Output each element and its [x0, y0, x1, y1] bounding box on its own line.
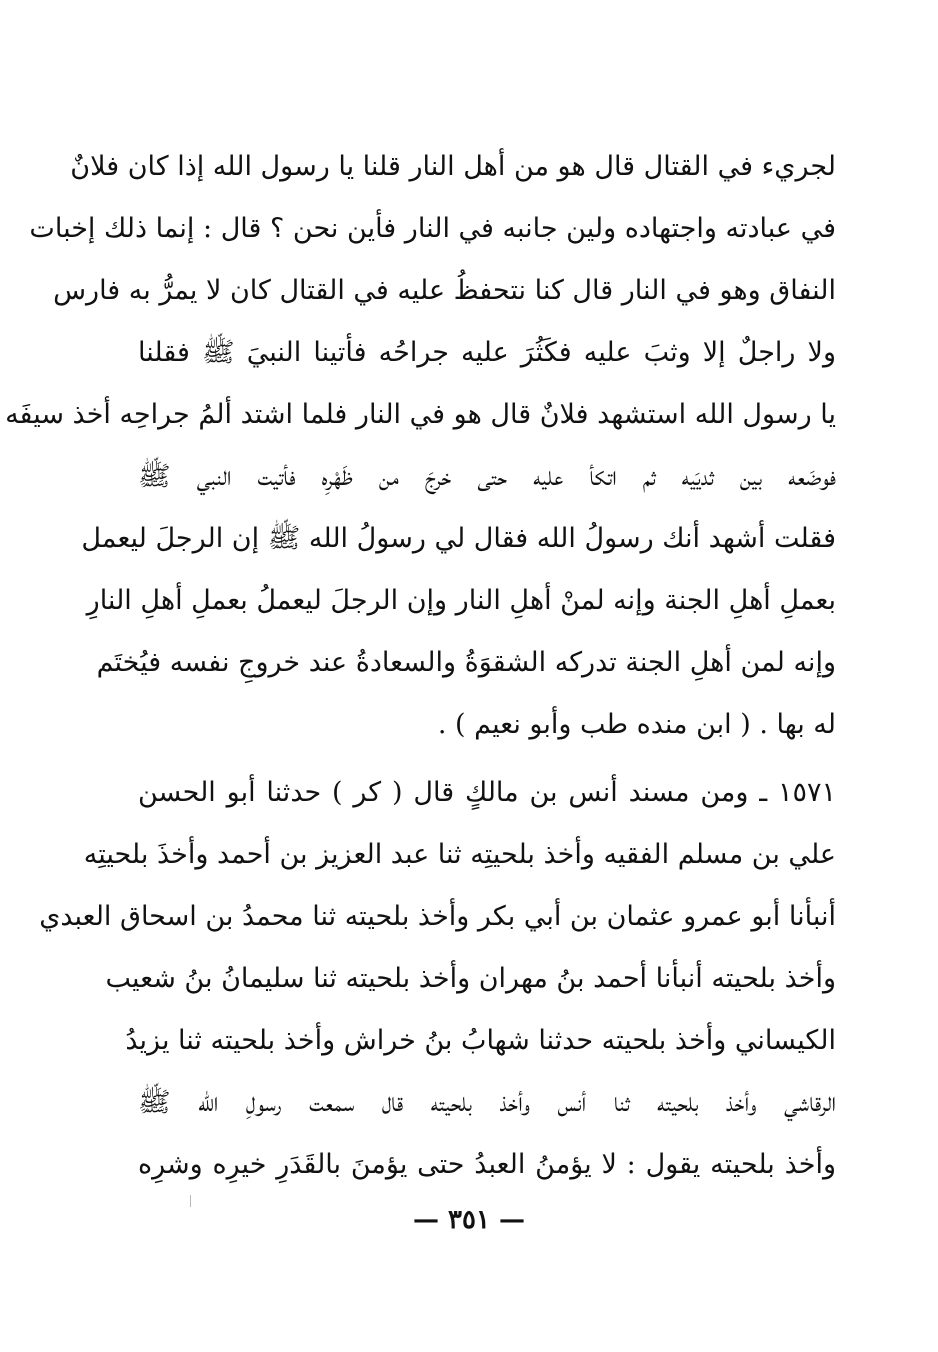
text-line: الرقاشي وأخذ بلحيته ثنا أنس وأخذ بلحيته قال سمعت رسولِ الله ﷺ	[138, 1087, 836, 1118]
text-line: ولا راجلٌ إلا وثبَ عليه فكَثُرَ عليه جراحُه فأتينا النبيَ ﷺ فقلنا	[138, 337, 836, 368]
text-line: يا رسول الله استشهد فلانٌ قال هو في النار فلما اشتد ألمُ جراحِه أخذ سيفَه	[5, 399, 836, 430]
text-line: فوضَعه بين ثديَيه ثم اتكأ عليه حتى خرجَ من ظَهْرِه فأتيت النبي ﷺ	[138, 461, 836, 492]
text-line: له بها . ( ابن منده طب وأبو نعيم ) .	[437, 709, 836, 740]
text-line: بعملِ أهلِ الجنة وإنه لمنْ أهلِ النار وإن الرجلَ ليعملُ بعملِ أهلِ النارِ	[86, 585, 836, 616]
text-line: أنبأنا أبو عمرو عثمان بن أبي بكر وأخذ بلحيته ثنا محمدُ بن اسحاق العبدي	[39, 901, 836, 932]
page-number: — ٣٥١ —	[412, 1205, 526, 1235]
text-line: فقلت أشهد أنك رسولُ الله فقال لي رسولُ الله ﷺ إن الرجلَ ليعمل	[81, 523, 836, 554]
text-line: وأخذ بلحيته يقول : لا يؤمنُ العبدُ حتى يؤمنَ بالقَدَرِ خيرِه وشرِه	[138, 1149, 836, 1180]
text-line: الكيساني وأخذ بلحيته حدثنا شهابُ بنُ خراش وأخذ بلحيته ثنا يزيدُ	[125, 1025, 836, 1056]
paragraph-hadith-continuation	[5, 136, 836, 756]
text-line: في عبادته واجتهاده ولين جانبه في النار فأين نحن ؟ قال : إنما ذلك إخبات	[29, 213, 836, 244]
text-line: وإنه لمن أهلِ الجنة تدركه الشقوَةُ والسعادةُ عند خروجِ نفسه فيُختَم	[96, 647, 836, 678]
text-line: النفاق وهو في النار قال كنا نتحفظُ عليه في القتال كان لا يمرُّ به فارس	[53, 275, 836, 306]
text-line: ١٥٧١ ـ ومن مسند أنس بن مالكٍ قال ( كر ) حدثنا أبو الحسن	[138, 777, 836, 808]
text-line: وأخذ بلحيته أنبأنا أحمد بنُ مهران وأخذ بلحيته ثنا سليمانُ بنُ شعيب	[105, 963, 836, 994]
text-line: لجريء في القتال قال هو من أهل النار قلنا يا رسول الله إذا كان فلانٌ	[70, 151, 836, 182]
paragraph-hadith-1571	[39, 762, 836, 1196]
text-line: علي بن مسلم الفقيه وأخذ بلحيتِه ثنا عبد العزيز بن أحمد وأخذَ بلحيتِه	[83, 839, 836, 870]
